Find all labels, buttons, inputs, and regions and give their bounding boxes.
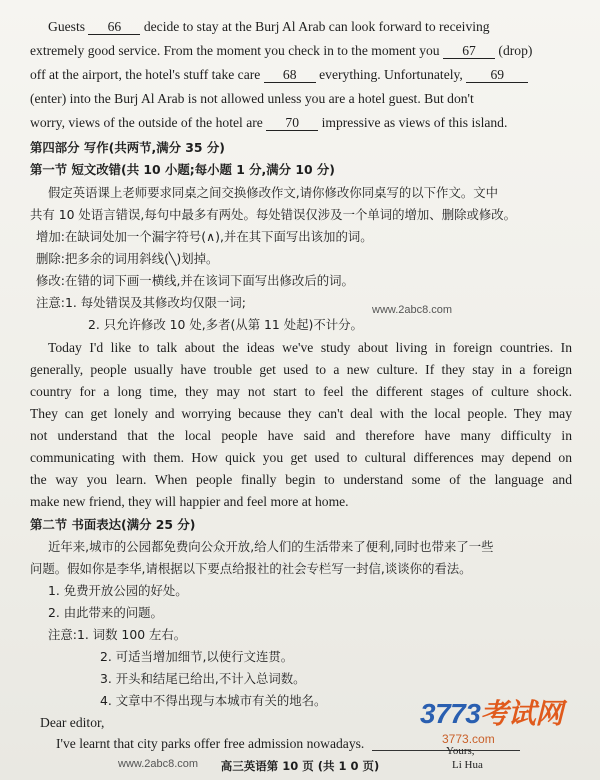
essay-line-8: make new friend, they will happier and feel more at home. xyxy=(30,494,349,509)
section1-intro-1: 假定英语课上老师要求同桌之间交换修改作文,请你修改你同桌写的以下作文。文中 xyxy=(48,185,499,200)
rule-delete: 删除:把多余的词用斜线(╲)划掉。 xyxy=(36,251,219,266)
notice-4: 4. 文章中不得出现与本城市有关的地名。 xyxy=(100,693,327,708)
point-2: 2. 由此带来的问题。 xyxy=(48,605,163,620)
blank-66[interactable]: 66 xyxy=(88,20,140,35)
blank-67[interactable]: 67 xyxy=(443,44,495,59)
text: impressive as views of this island. xyxy=(321,115,508,130)
logo-word: 考试网 xyxy=(480,698,563,729)
blank-70[interactable]: 70 xyxy=(266,116,318,131)
notice-3: 3. 开头和结尾已给出,不计入总词数。 xyxy=(100,671,306,686)
letter-greeting: Dear editor, xyxy=(40,715,105,730)
watermark-url: www.2abc8.com xyxy=(372,304,453,316)
section1-title: 第一节 短文改错(共 10 小题;每小题 1 分,满分 10 分) xyxy=(30,162,335,177)
passage-line-2 xyxy=(30,42,572,60)
passage-line-1 xyxy=(30,18,572,36)
letter-signature: Li Hua xyxy=(452,759,483,771)
section2-para-1: 近年来,城市的公园都免费向公众开放,给人们的生活带来了便利,同时也带来了一些 xyxy=(48,539,494,554)
passage-line-5 xyxy=(30,114,572,132)
logo-number: 3773 xyxy=(420,698,481,729)
text: off at the airport, the hotel's stuff take care xyxy=(30,67,261,82)
letter-opening: I've learnt that city parks offer free admission nowadays. xyxy=(56,736,365,751)
essay-line-7: the way you learn. When people finally begin to understand some of the language and xyxy=(30,472,572,487)
text: Guests xyxy=(48,19,86,34)
essay-line-6: communicating with them. How quick you get used to cultural differences may depend on xyxy=(30,450,572,465)
page-footer: 高三英语第 10 页 (共 1 0 页) xyxy=(220,759,380,773)
section2-para-2: 问题。假如你是李华,请根据以下要点给报社的社会专栏写一封信,谈谈你的看法。 xyxy=(30,561,472,576)
text: everything. Unfortunately, xyxy=(319,67,463,82)
footer-watermark: www.2abc8.com xyxy=(118,758,199,770)
rule-modify: 修改:在错的词下画一横线,并在该词下面写出修改后的词。 xyxy=(36,273,354,288)
note-1: 注意:1. 每处错误及其修改均仅限一词; xyxy=(36,295,246,310)
text: worry, views of the outside of the hotel are xyxy=(30,115,263,130)
section1-intro-2: 共有 10 处语言错误,每句中最多有两处。每处错误仅涉及一个单词的增加、删除或修改。 xyxy=(30,207,517,222)
text: (drop) xyxy=(498,43,533,58)
passage-line-4: (enter) into the Burj Al Arab is not allowed unless you are a hotel guest. But don't xyxy=(30,91,474,106)
rule-add: 增加:在缺词处加一个漏字符号(∧),并在其下面写出该加的词。 xyxy=(36,229,373,244)
blank-69[interactable]: 69 xyxy=(466,68,528,83)
essay-line-2: generally, people usually have trouble get used to a new culture. If they stay in a foreign xyxy=(30,362,572,377)
text: decide to stay at the Burj Al Arab can look forward to receiving xyxy=(143,19,490,34)
letter-closing: Yours, xyxy=(446,745,475,757)
site-logo xyxy=(420,692,580,746)
essay-line-5: not understand that the local people have said and therefore have many difficulty in xyxy=(30,428,572,443)
blank-68[interactable]: 68 xyxy=(264,68,316,83)
logo-url: 3773.com xyxy=(442,732,495,746)
essay-line-4: They can get lonely and worrying because they can't deal with the local people. They may xyxy=(30,406,572,421)
passage-line-3 xyxy=(30,66,572,84)
section2-title: 第二节 书面表达(满分 25 分) xyxy=(30,517,196,532)
essay-line-1: Today I'd like to talk about the ideas we've study about living in foreign countries. In xyxy=(48,340,572,355)
notice-1: 注意:1. 词数 100 左右。 xyxy=(48,627,187,642)
note-2: 2. 只允许修改 10 处,多者(从第 11 处起)不计分。 xyxy=(88,317,363,332)
part4-title: 第四部分 写作(共两节,满分 35 分) xyxy=(30,140,225,155)
point-1: 1. 免费开放公园的好处。 xyxy=(48,583,188,598)
text: extremely good service. From the moment you check in to the moment you xyxy=(30,43,440,58)
notice-2: 2. 可适当增加细节,以使行文连贯。 xyxy=(100,649,294,664)
essay-line-3: country for a long time, they may not start to feel the different stages of culture shock. xyxy=(30,384,572,399)
